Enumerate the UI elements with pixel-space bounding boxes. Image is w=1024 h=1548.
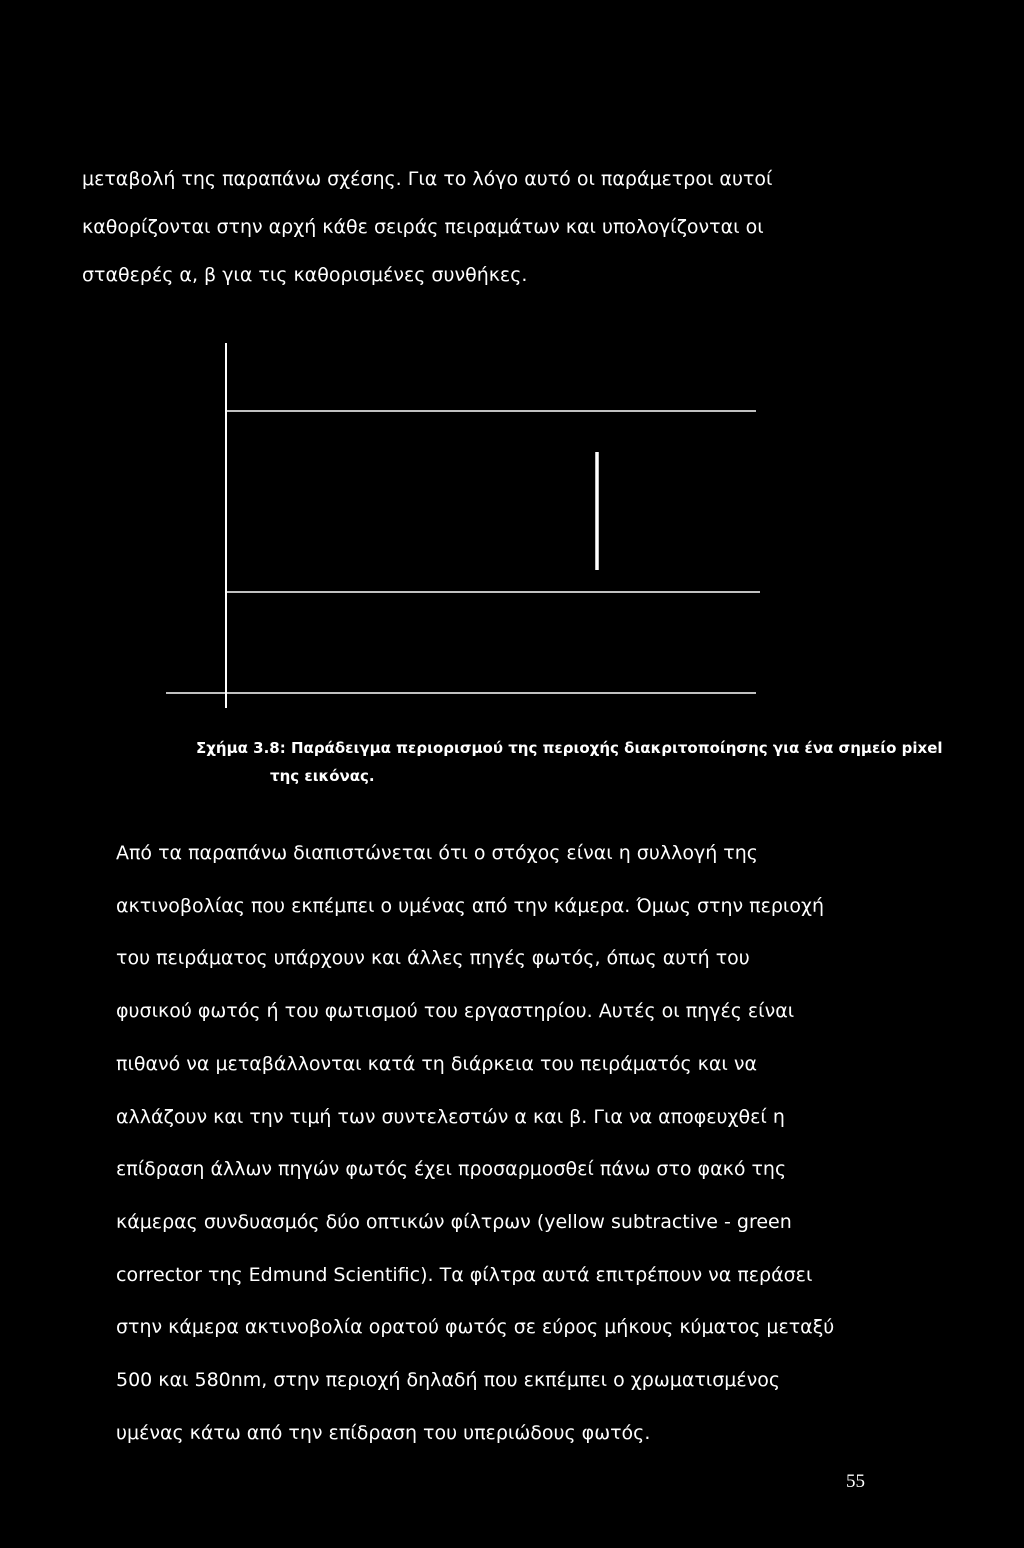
paragraph-line: Από τα παραπάνω διαπιστώνεται ότι ο στόχος είναι η συλλογή της <box>116 842 758 864</box>
paragraph-line: του πειράματος υπάρχουν και άλλες πηγές φωτός, όπως αυτή του <box>116 947 750 970</box>
paragraph-line: ακτινοβολίας που εκπέμπει ο υμένας από την κάμερα. Όμως στην περιοχή <box>116 894 825 917</box>
caption-line: Σχήμα 3.8: Παράδειγμα περιορισμού της περιοχής διακριτοποίησης για ένα σημείο pixel <box>196 739 943 757</box>
paragraph-line: φυσικού φωτός ή του φωτισμού του εργαστηρίου. Αυτές οι πηγές είναι <box>116 1000 795 1023</box>
paragraph-line: αλλάζουν και την τιμή των συντελεστών α και β. Για να αποφευχθεί η <box>116 1105 785 1128</box>
caption-line: της εικόνας. <box>270 767 375 785</box>
paragraph-line: καθορίζονται στην αρχή κάθε σειράς πειραμάτων και υπολογίζονται οι <box>82 216 764 238</box>
paragraph-line: μεταβολή της παραπάνω σχέσης. Για το λόγο αυτό οι παράμετροι αυτοί <box>82 168 773 190</box>
paragraph-line: κάμερας συνδυασμός δύο οπτικών φίλτρων (yellow subtractive - green <box>116 1210 792 1233</box>
paragraph-line: επίδραση άλλων πηγών φωτός έχει προσαρμοσθεί πάνω στο φακό της <box>116 1158 787 1181</box>
paragraph-line: υμένας κάτω από την επίδραση του υπεριώδους φωτός. <box>116 1421 651 1444</box>
paragraph-line: πιθανό να μεταβάλλονται κατά τη διάρκεια του πειράματός και να <box>116 1052 757 1075</box>
paragraph-line: corrector της Edmund Scientific). Τα φίλτρα αυτά επιτρέπουν να περάσει <box>116 1263 813 1286</box>
paragraph-top <box>82 155 874 299</box>
paragraph-main <box>116 827 876 1459</box>
figure-3-8-diagram <box>0 0 1024 720</box>
paragraph-line: 500 και 580nm, στην περιοχή δηλαδή που εκπέμπει ο χρωματισμένος <box>116 1369 781 1392</box>
paragraph-line: στην κάμερα ακτινοβολία ορατού φωτός σε εύρος μήκους κύματος μεταξύ <box>116 1316 835 1339</box>
page-number: 55 <box>846 1471 865 1492</box>
paragraph-line: σταθερές α, β για τις καθορισμένες συνθήκες. <box>82 264 528 286</box>
figure-caption <box>196 734 943 790</box>
